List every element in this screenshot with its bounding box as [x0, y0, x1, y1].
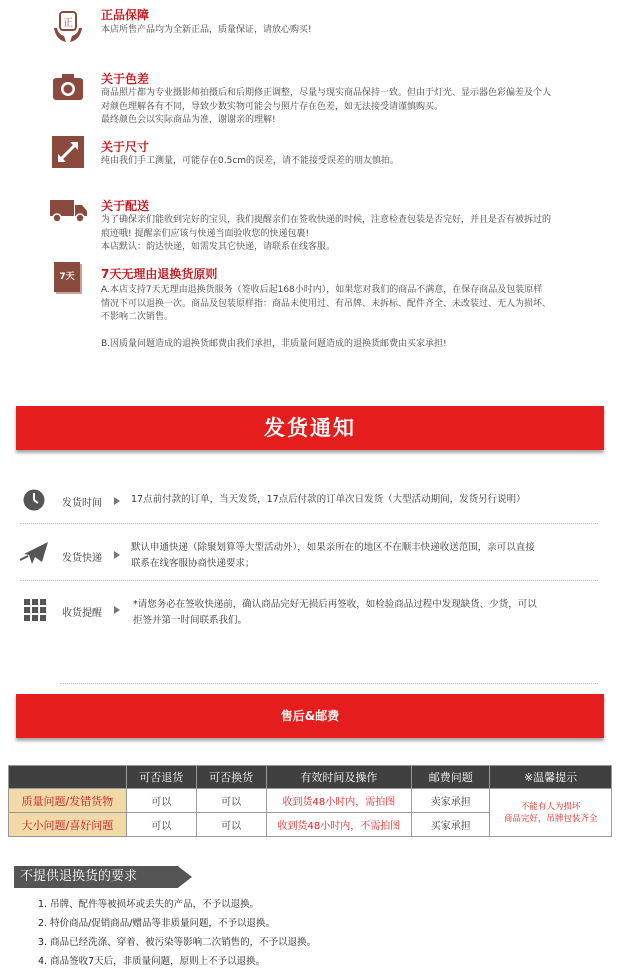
- policy-line: A.本店支持7天无理由退换货服务（签收后起168小时内），如果您对我们的商品不满意，在保存商品及包装原样: [101, 285, 543, 295]
- divider: [60, 683, 598, 684]
- table-header: ※温馨提示: [490, 766, 612, 789]
- table-header: 有效时间及操作: [266, 766, 412, 789]
- table-cell-type: 质量问题/发错货物: [9, 789, 127, 813]
- policy-text-return: [101, 284, 551, 351]
- arrow-right-icon: [114, 497, 120, 505]
- shipping-label-reminder: 收货提醒: [62, 608, 102, 619]
- table-header: 邮费问题: [412, 766, 490, 789]
- table-header: 可否换货: [196, 766, 266, 789]
- shipping-line: 拒签并第一时间联系我们。: [133, 615, 248, 626]
- policy-text-delivery: [101, 214, 551, 255]
- policy-line: 为了确保亲们能收到完好的宝贝，我们提醒亲们在签收快递的时候，注意检查包装是否完好，并且是否有被拆过的: [101, 215, 552, 225]
- table-cell-type: 大小问题/喜好问题: [9, 813, 127, 837]
- table-header: [9, 766, 127, 789]
- table-cell: 可以: [196, 813, 266, 837]
- policy-line: 纯由我们手工测量，可能存在0.5cm的误差，请不能接受误差的朋友慎拍。: [101, 156, 400, 166]
- shipping-text-courier: [131, 540, 535, 572]
- table-cell: 买家承担: [412, 813, 490, 837]
- table-row: [9, 789, 612, 813]
- policy-line: 本店默认：韵达快递，如需发其它快递，请联系在线客服。: [101, 242, 336, 252]
- seven-days-badge: 7天: [59, 272, 75, 282]
- policy-title-return: 7天无理由退换货原则: [101, 267, 218, 281]
- camera-icon: [52, 72, 84, 102]
- table-cell: 可以: [126, 789, 196, 813]
- policy-title-delivery: 关于配送: [101, 199, 150, 213]
- arrow-right-icon: [114, 606, 120, 614]
- svg-text:正: 正: [63, 18, 73, 29]
- policy-line: 情况下可以退换一次。商品及包装原样指：商品未使用过、有吊牌、未拆标、配件齐全、未改装过、无人为损坏、: [101, 298, 552, 309]
- genuine-hands-icon: [52, 10, 84, 44]
- shipping-line: 联系在线客服协商快递要求；: [131, 558, 255, 569]
- shipping-label-time: 发货时间: [62, 498, 102, 509]
- shipping-label-courier: 发货快递: [62, 553, 102, 564]
- shipping-line: 17点前付款的订单，当天发货，17点后付款的订单次日发货（大型活动期间，发货另行说明）: [131, 494, 526, 505]
- policy-text-color: [101, 87, 551, 128]
- after-sales-banner: [16, 694, 604, 738]
- table-cell-time: 收到货48小时内，不需拍图: [266, 813, 412, 837]
- table-cell-time: 收到货48小时内，需拍图: [266, 789, 412, 813]
- policy-text-size: [101, 155, 399, 169]
- policy-line: 最终颜色会以实际商品为准，谢谢亲的理解!: [101, 115, 276, 125]
- no-return-heading: 不提供退换货的要求: [20, 869, 138, 884]
- shipping-line: *请您务必在签收快递前，确认商品完好无损后再签收，如检验商品过程中发现缺货、少货，可以: [133, 599, 537, 610]
- shipping-text-reminder: [133, 597, 537, 629]
- after-sales-table: [8, 765, 612, 837]
- table-cell: 卖家承担: [412, 789, 490, 813]
- list-item: 2. 特价商品/促销商品/赠品等非质量问题，不予以退换。: [38, 918, 275, 929]
- policy-title-color: 关于色差: [101, 72, 150, 86]
- policy-line: 商品照片都为专业摄影师拍摄后和后期修正调整，尽量与现实商品保持一致。但由于灯光、显示器色彩偏差及个人: [101, 88, 552, 98]
- ruler-arrow-icon: [52, 136, 84, 168]
- table-header-row: [9, 766, 612, 789]
- banner-title: 售后&邮费: [280, 709, 340, 723]
- list-item: 3. 商品已经洗涤、穿着、被污染等影响二次销售的，不予以退换。: [38, 937, 317, 948]
- policy-line: 本店所售产品均为全新正品，质量保证，请放心购买!: [101, 25, 312, 35]
- divider: [20, 580, 598, 581]
- table-cell-tip: [490, 789, 612, 837]
- banner-title: 发货通知: [264, 416, 356, 440]
- spacer: [101, 325, 551, 338]
- table-cell: 可以: [196, 789, 266, 813]
- divider: [20, 523, 598, 524]
- policy-title-size: 关于尺寸: [101, 140, 150, 154]
- clock-icon: [23, 489, 45, 515]
- list-item: 1. 吊牌、配件等被损坏或丢失的产品，不予以退换。: [38, 899, 260, 910]
- shipping-text-time: [131, 492, 526, 508]
- policy-line: 痕迹哦! 提醒亲们应该与快递当面验收您的快递包裹!: [101, 228, 310, 239]
- seven-days-icon: [54, 262, 80, 292]
- policy-text-genuine: [101, 24, 312, 38]
- truck-icon: [50, 198, 88, 224]
- policy-line: 不影响二次销售。: [101, 312, 174, 322]
- shipping-notice-banner: [16, 406, 604, 450]
- table-header: 可否退货: [126, 766, 196, 789]
- table-cell: 可以: [126, 813, 196, 837]
- airplane-icon: [20, 540, 50, 570]
- policy-line: B.因质量问题造成的退换货邮费由我们承担，非质量问题造成的退换货邮费由买家承担!: [101, 338, 447, 349]
- list-item: 4. 商品签收7天后，非质量问题，原则上不予以退换。: [38, 956, 266, 967]
- policy-title-genuine: 正品保障: [101, 8, 150, 22]
- arrow-right-icon: [114, 551, 120, 559]
- policy-line: 对颜色理解各有不同，导致少数实物可能会与照片存在色差，如无法接受请谨慎购买。: [101, 101, 444, 112]
- tip-line: 商品完好，吊牌包装齐全: [503, 813, 598, 824]
- tip-line: 不能有人为损坏: [520, 801, 581, 812]
- shipping-line: 默认申通快递（除聚划算等大型活动外），如果亲所在的地区不在顺丰快递收送范围，亲可以直接: [131, 542, 535, 553]
- grid-icon: [24, 599, 46, 625]
